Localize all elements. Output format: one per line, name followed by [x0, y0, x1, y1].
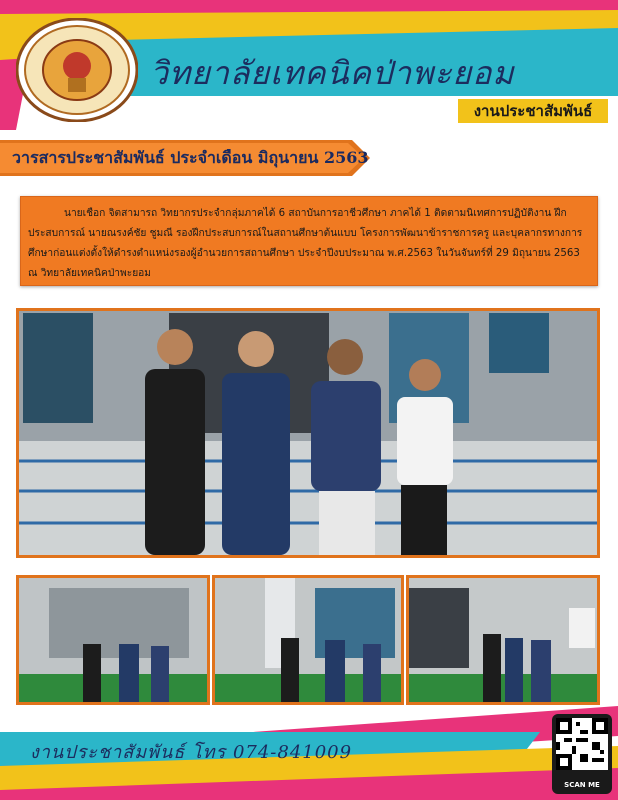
news-body-text: นายเชือก จิตสามารถ วิทยากรประจำกลุ่มภาคได้ 6 สถาบันการอาชีวศึกษา ภาคได้ 1 ติดตามนิเทศการปฏิบัติงาน ฝึกประสบการณ์ นายณรงค์ชัย ชูมณี รองฝึกประสบการณ์ในสถานศึกษาต้นแบบ โครงการพัฒนาข้าราชการครู และบุคลากรทางการศึกษาก่อนแต่งตั้งให้ดำรงตำแหน่งรองผู้อำนวยการสถานศึกษา ประจำปีงบประมาณ พ.ศ.2563 ในวันจันทร์ที่ 29 มิถุนายน 2563 ณ วิทยาลัยเทคนิคป่าพะยอม — [28, 208, 583, 279]
department-tag — [452, 96, 614, 126]
newsletter-title: วารสารประชาสัมพันธ์ ประจำเดือน มิถุนายน 2563 — [12, 148, 369, 167]
photo-thumbnail-3 — [406, 575, 600, 705]
photo-thumbnail-1 — [16, 575, 210, 705]
contact-phone: งานประชาสัมพันธ์ โทร 074-841009 — [30, 742, 353, 763]
main-photo — [16, 308, 600, 558]
college-name: วิทยาลัยเทคนิคป่าพะยอม — [150, 54, 515, 92]
department-label: งานประชาสัมพันธ์ — [458, 99, 608, 123]
vocational-seal-logo — [16, 18, 138, 122]
scan-me-label: SCAN ME — [564, 781, 600, 789]
qr-code[interactable] — [556, 718, 608, 770]
photo-thumbnail-2 — [212, 575, 404, 705]
